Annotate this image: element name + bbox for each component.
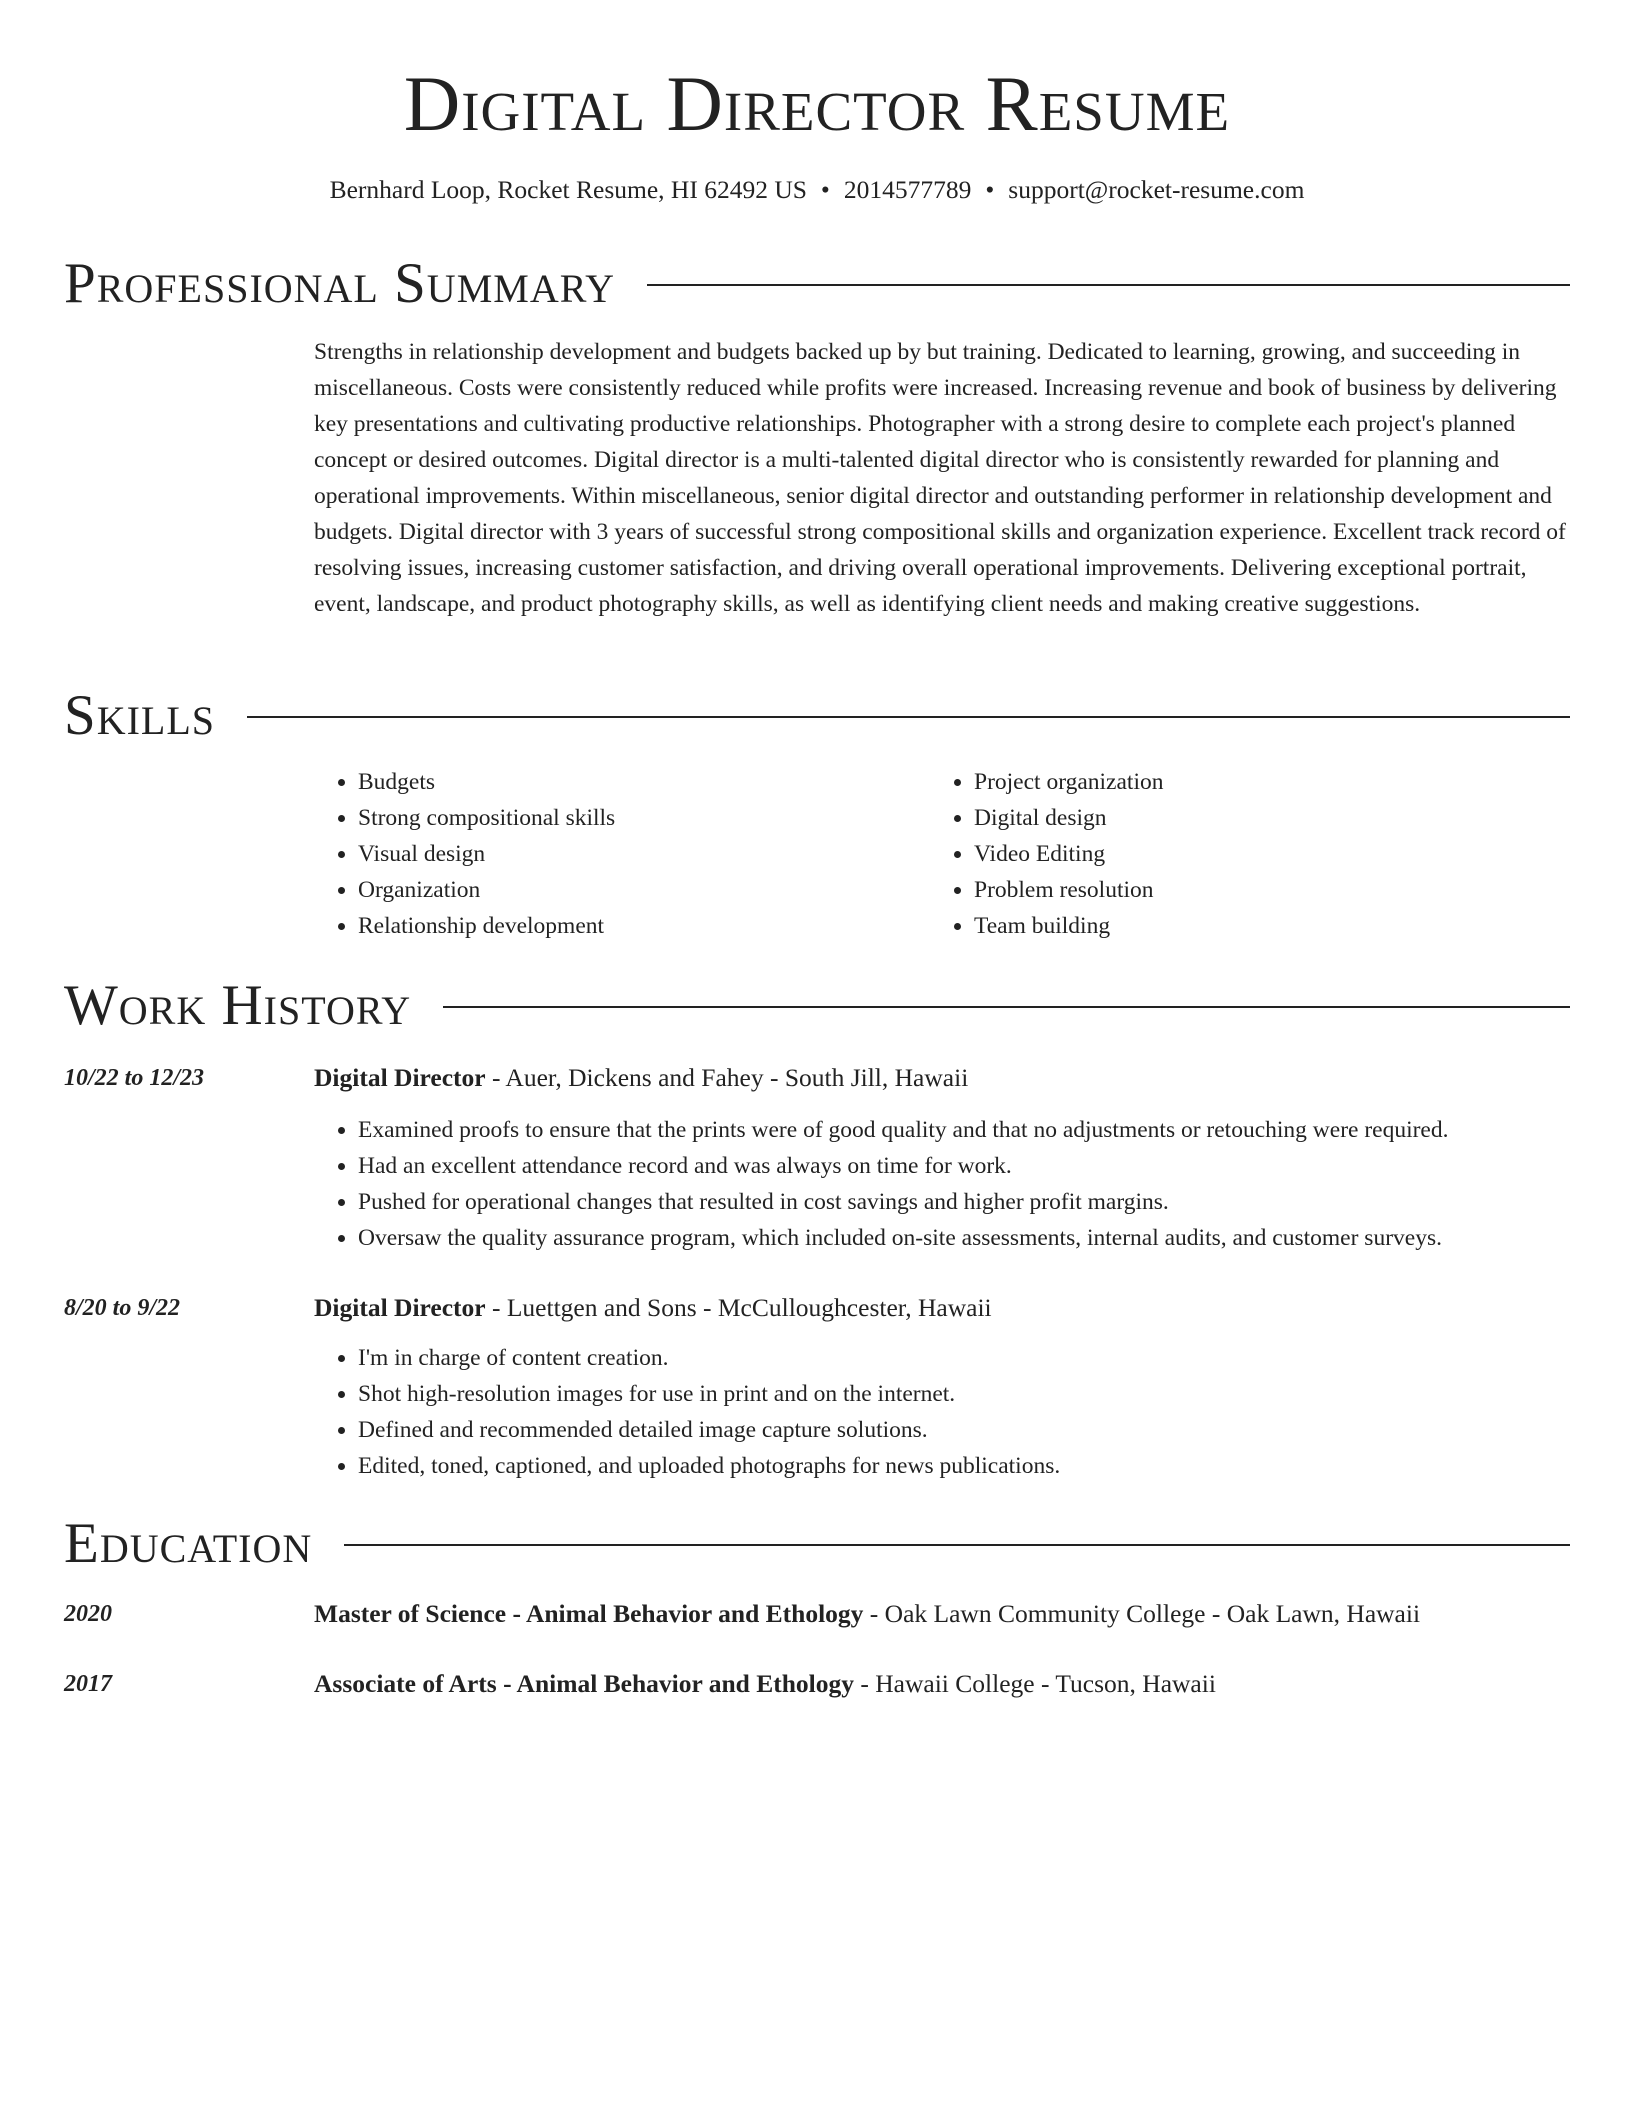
education-degree: Associate of Arts - Animal Behavior and Ethology [314, 1669, 855, 1698]
education-section-header [64, 1512, 1570, 1576]
contact-separator: • [820, 175, 830, 204]
section-divider [647, 284, 1570, 286]
skill-item: • Organization [358, 872, 930, 908]
skills-column-left [314, 764, 930, 944]
job-dates: 10/22 to 12/23 [64, 1065, 205, 1091]
education-year: 2020 [64, 1601, 112, 1627]
skill-item: • Video Editing [974, 836, 1546, 872]
education-school: - Hawaii College - Tucson, Hawaii [854, 1669, 1216, 1698]
job-employer: - Auer, Dickens and Fahey - South Jill, Hawaii [485, 1063, 969, 1092]
job-bullet: • Defined and recommended detailed image capture solutions. [358, 1412, 1570, 1448]
resume-page [64, 0, 1570, 1698]
work-heading: Work History [64, 974, 412, 1037]
section-divider [344, 1544, 1570, 1546]
skill-item: • Visual design [358, 836, 930, 872]
skills-list [314, 764, 1570, 944]
job-bullets [314, 1112, 1570, 1256]
skill-item: • Team building [974, 908, 1546, 944]
summary-section-header [64, 252, 1570, 316]
education-heading: Education [64, 1512, 313, 1575]
job-bullet: • Oversaw the quality assurance program, which included on-site assessments, internal audits, and customer surveys. [358, 1220, 1570, 1256]
skill-item: • Project organization [974, 764, 1546, 800]
job-bullets [314, 1340, 1570, 1484]
job-title: Digital Director [314, 1293, 486, 1322]
summary-text: Strengths in relationship development and budgets backed up by but training. Dedicated to learning, growing, and succeeding in miscellaneous. Costs were consistently reduced while profits were increased. Increasing revenue and book of business by delivering key presentations and cultivating productive relationships. Photographer with a strong desire to complete each project's planned concept or desired outcomes. Digital director is a multi-talented digital director who is consistently rewarded for planning and operational improvements. Within miscellaneous, senior digital director and outstanding performer in relationship development and budgets. Digital director with 3 years of successful strong compositional skills and organization experience. Excellent track record of resolving issues, increasing customer satisfaction, and driving overall operational improvements. Delivering exceptional portrait, event, landscape, and product photography skills, as well as identifying client needs and making creative suggestions. [314, 339, 1566, 617]
job-dates: 8/20 to 9/22 [64, 1295, 181, 1321]
contact-line [64, 174, 1570, 206]
job-bullet: • Examined proofs to ensure that the prints were of good quality and that no adjustments or retouching were required. [358, 1112, 1570, 1148]
education-degree: Master of Science - Animal Behavior and Ethology [314, 1599, 864, 1628]
job-bullet: • Shot high-resolution images for use in print and on the internet. [358, 1376, 1570, 1412]
skills-section-header [64, 684, 1570, 748]
skills-heading: Skills [64, 684, 216, 747]
job-employer: - Luettgen and Sons - McCulloughcester, Hawaii [485, 1293, 992, 1322]
work-section-header [64, 974, 1570, 1038]
skill-item: • Relationship development [358, 908, 930, 944]
education-line [314, 1668, 1216, 1700]
job-title: Digital Director [314, 1063, 486, 1092]
contact-address: Bernhard Loop, Rocket Resume, HI 62492 US [329, 175, 807, 204]
job-title-line [314, 1292, 992, 1324]
skill-item: • Strong compositional skills [358, 800, 930, 836]
education-year: 2017 [64, 1671, 112, 1697]
job-bullet: • Had an excellent attendance record and was always on time for work. [358, 1148, 1570, 1184]
contact-separator: • [985, 175, 995, 204]
job-title-line [314, 1062, 968, 1094]
job-bullet: • Pushed for operational changes that resulted in cost savings and higher profit margins. [358, 1184, 1570, 1220]
summary-heading: Professional Summary [64, 252, 616, 315]
skills-column-right [930, 764, 1546, 944]
section-divider [443, 1006, 1570, 1008]
job-bullet: • I'm in charge of content creation. [358, 1340, 1570, 1376]
skill-item: • Budgets [358, 764, 930, 800]
contact-email: support@rocket-resume.com [1008, 175, 1305, 204]
contact-phone: 2014577789 [843, 175, 972, 204]
skill-item: • Digital design [974, 800, 1546, 836]
resume-title: Digital Director Resume [403, 60, 1231, 147]
skill-item: • Problem resolution [974, 872, 1546, 908]
section-divider [247, 716, 1570, 718]
education-school: - Oak Lawn Community College - Oak Lawn, Hawaii [863, 1599, 1421, 1628]
job-bullet: • Edited, toned, captioned, and uploaded photographs for news publications. [358, 1448, 1570, 1484]
education-line [314, 1598, 1420, 1630]
